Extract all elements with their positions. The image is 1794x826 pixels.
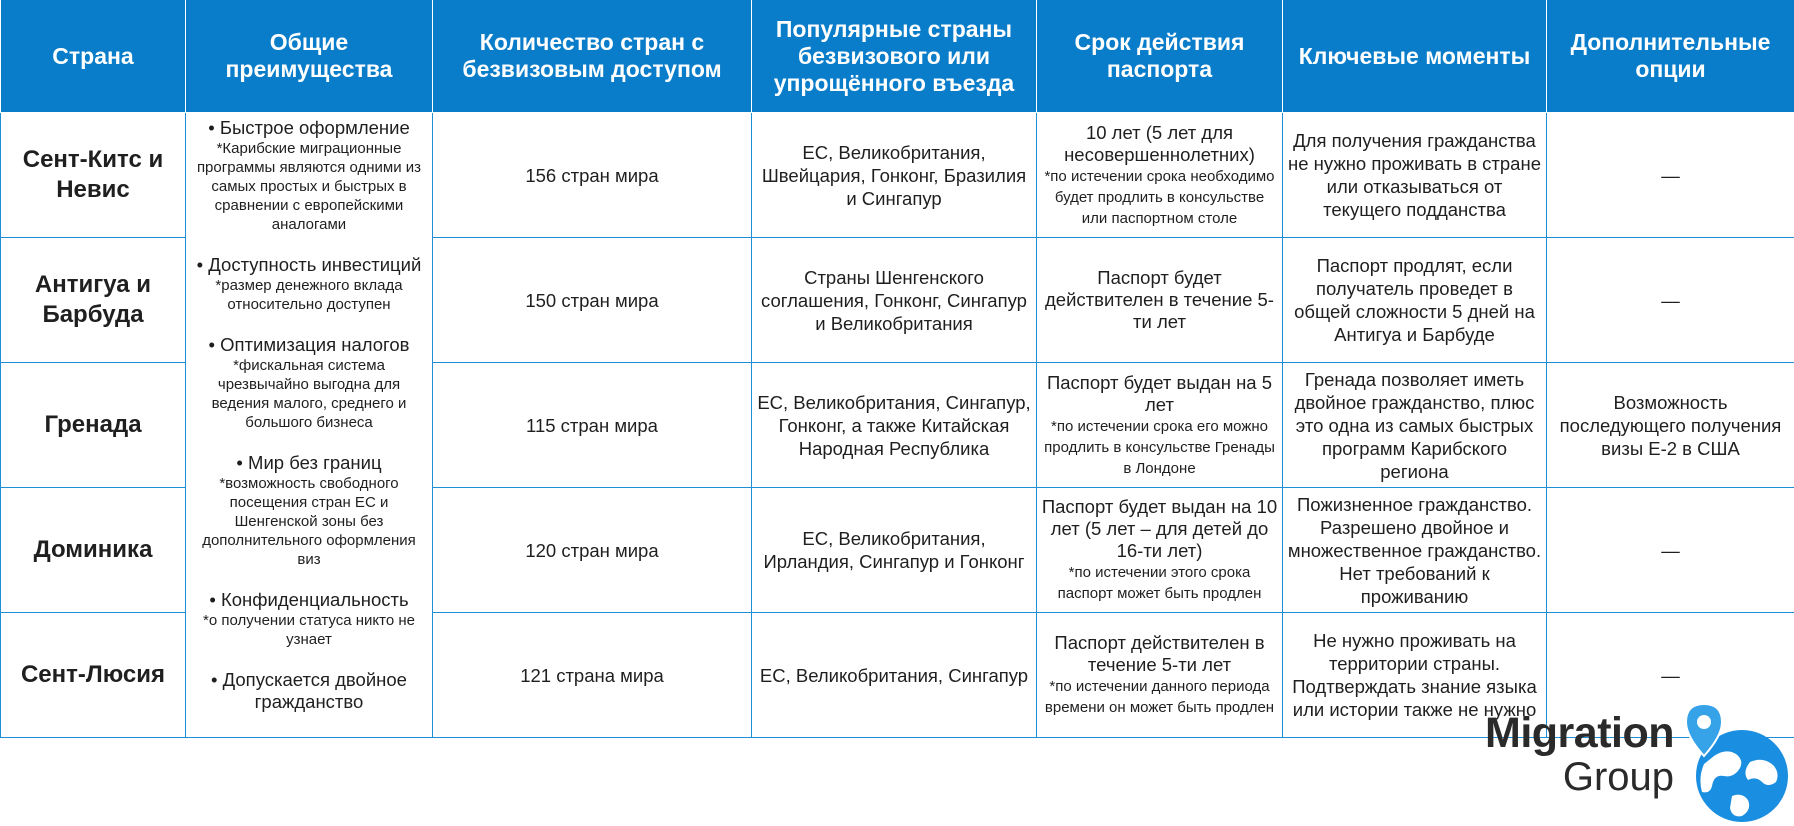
- benefit-title: • Конфиденциальность: [209, 589, 409, 610]
- visa-free-cell: 121 страна мира: [433, 613, 752, 738]
- options-cell: —: [1547, 488, 1794, 613]
- passport-note: *по истечении этого срока паспорт может быть продлен: [1057, 564, 1262, 602]
- passport-main: 10 лет (5 лет для несовершеннолетних): [1064, 121, 1255, 165]
- passport-cell: [1037, 113, 1283, 238]
- table-row: [1, 113, 1794, 238]
- benefit-note: *о получении статуса никто не узнает: [203, 612, 415, 648]
- passport-cell: [1037, 613, 1283, 738]
- popular-countries-cell: ЕС, Великобритания, Сингапур, Гонконг, а также Китайская Народная Республика: [752, 363, 1037, 488]
- benefit-title: • Доступность инвестиций: [196, 254, 422, 275]
- options-cell: —: [1547, 613, 1794, 738]
- passport-cell: [1037, 363, 1283, 488]
- key-points-cell: Для получения гражданства не нужно проживать в стране или отказываться от текущего подданства: [1283, 113, 1547, 238]
- passport-cell: [1037, 238, 1283, 363]
- country-cell: Гренада: [1, 363, 186, 488]
- passport-note: *по истечении данного периода времени он может быть продлен: [1044, 678, 1275, 716]
- benefit-note: *фискальная система чрезвычайно выгодна для ведения малого, среднего и большого бизнеса: [211, 357, 407, 431]
- country-cell: Сент-Китс и Невис: [1, 113, 186, 238]
- visa-free-cell: 120 стран мира: [433, 488, 752, 613]
- header-benefits: Общие преимущества: [186, 0, 433, 113]
- visa-free-cell: 115 стран мира: [433, 363, 752, 488]
- header-key-points: Ключевые моменты: [1283, 0, 1547, 113]
- header-passport-validity: Срок действия паспорта: [1037, 0, 1283, 113]
- benefit-item: [190, 334, 428, 432]
- passport-note: *по истечении срока его можно продлить в консульстве Гренады в Лондоне: [1044, 417, 1275, 477]
- passport-cell: [1037, 488, 1283, 613]
- options-cell: —: [1547, 238, 1794, 363]
- globe-pin-icon: [1684, 704, 1794, 826]
- popular-countries-cell: ЕС, Великобритания, Ирландия, Сингапур и Гонконг: [752, 488, 1037, 613]
- benefit-item: [190, 117, 428, 234]
- country-cell: Сент-Люсия: [1, 613, 186, 738]
- options-cell: Возможность последующего получения визы Е-2 в США: [1547, 363, 1794, 488]
- benefit-item: [190, 254, 428, 314]
- logo-text: [1474, 710, 1674, 798]
- passport-main: Паспорт действителен в течение 5-ти лет: [1054, 632, 1265, 675]
- benefit-item: [190, 452, 428, 569]
- benefit-title: • Быстрое оформление: [208, 117, 410, 138]
- benefit-item: [190, 589, 428, 649]
- passport-main: Паспорт будет действителен в течение 5-ти лет: [1045, 267, 1274, 332]
- passport-main: Паспорт будет выдан на 10 лет (5 лет – для детей до 16-ти лет): [1041, 496, 1278, 561]
- header-visa-free-count: Количество стран с безвизовым доступом: [433, 0, 752, 113]
- popular-countries-cell: ЕС, Великобритания, Сингапур: [752, 613, 1037, 738]
- visa-free-cell: 150 стран мира: [433, 238, 752, 363]
- country-cell: Антигуа и Барбуда: [1, 238, 186, 363]
- logo-line1: Migration: [1485, 709, 1674, 757]
- header-row: [1, 0, 1794, 113]
- header-extra-options: Дополнительные опции: [1547, 0, 1794, 113]
- key-points-cell: Гренада позволяет иметь двойное гражданство, плюс это одна из самых быстрых программ Карибского региона: [1283, 363, 1547, 488]
- key-points-cell: Пожизненное гражданство. Разрешено двойное и множественное гражданство. Нет требований к проживанию: [1283, 488, 1547, 613]
- popular-countries-cell: Страны Шенгенского соглашения, Гонконг, Сингапур и Великобритания: [752, 238, 1037, 363]
- popular-countries-cell: ЕС, Великобритания, Швейцария, Гонконг, Бразилия и Сингапур: [752, 113, 1037, 238]
- key-points-cell: Паспорт продлят, если получатель проведет в общей сложности 5 дней на Антигуа и Барбуде: [1283, 238, 1547, 363]
- key-points-cell: Не нужно проживать на территории страны. Подтверждать знание языка или истории также не нужно: [1283, 613, 1547, 738]
- benefit-note: *размер денежного вклада относительно доступен: [215, 277, 403, 313]
- benefit-note: *Карибские миграционные программы являются одними из самых простых и быстрых в сравнении с европейскими аналогами: [196, 140, 422, 233]
- visa-free-cell: 156 стран мира: [433, 113, 752, 238]
- benefit-title: • Мир без границ: [236, 452, 382, 473]
- benefits-cell: [186, 113, 433, 738]
- country-cell: Доминика: [1, 488, 186, 613]
- benefit-title: • Оптимизация налогов: [208, 334, 410, 355]
- header-popular-countries: Популярные страны безвизового или упрощённого въезда: [752, 0, 1037, 113]
- options-cell: —: [1547, 113, 1794, 238]
- passport-note: *по истечении срока необходимо будет продлить в консульстве или паспортном столе: [1044, 167, 1275, 227]
- migration-group-logo: [1474, 704, 1794, 826]
- benefit-item: [190, 669, 428, 713]
- benefit-title: • Допускается двойное гражданство: [211, 669, 407, 712]
- logo-line2: Group: [1562, 755, 1674, 799]
- benefit-note: *возможность свободного посещения стран ЕС и Шенгенской зоны без дополнительного оформления виз: [202, 475, 416, 568]
- header-country: Страна: [1, 0, 186, 113]
- passport-main: Паспорт будет выдан на 5 лет: [1046, 371, 1273, 415]
